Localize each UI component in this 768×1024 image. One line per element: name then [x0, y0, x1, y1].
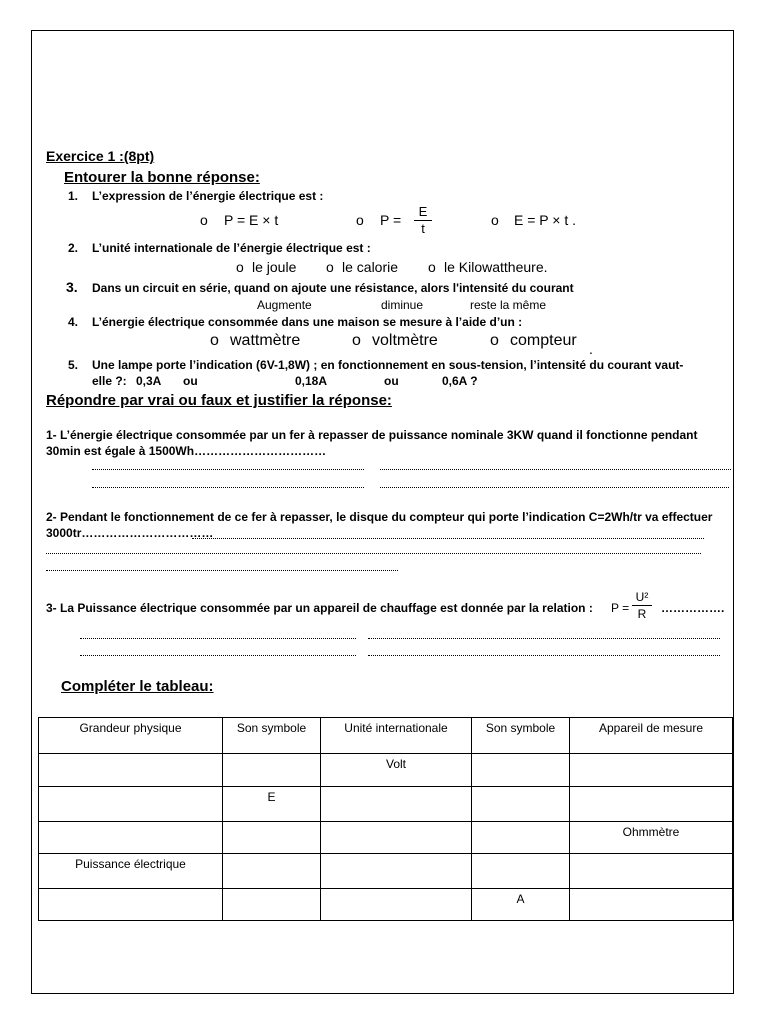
q1-bullet-3: o [491, 212, 499, 228]
table-cell[interactable] [570, 854, 733, 889]
table-row [39, 787, 733, 822]
q2-option-2[interactable]: le calorie [342, 259, 399, 275]
q4-text: L’énergie électrique consommée dans une maison se mesure à l’aide d’un : [92, 315, 523, 329]
table-cell[interactable] [39, 754, 223, 787]
exercise-title: Exercice 1 :(8pt) [46, 148, 155, 164]
answer-line[interactable] [80, 638, 356, 639]
q2-bullet-3: o [428, 259, 436, 275]
q3-number: 3. [66, 279, 78, 295]
statement-3-tail: ……………. [661, 601, 725, 615]
statement-1-line-2: 30min est égale à 1500Wh…………………………… [46, 444, 327, 458]
statement-1-line-1: 1- L’énergie électrique consommée par un fer à repasser de puissance nominale 3KW quand il fonctionne pendant [46, 428, 698, 442]
q5-option-2[interactable]: 0,18A [295, 374, 328, 388]
data-table [38, 717, 733, 921]
power-formula-fraction [632, 590, 652, 621]
q1-bullet-2: o [356, 212, 364, 228]
q2-number: 2. [68, 241, 79, 255]
table-row [39, 889, 733, 921]
table-cell[interactable]: A [472, 889, 570, 921]
table-cell[interactable] [570, 787, 733, 822]
table-cell[interactable] [321, 822, 472, 854]
q4-bullet-3: o [490, 332, 499, 349]
table-title: Compléter le tableau: [61, 678, 214, 695]
q1-fraction-denominator: t [421, 221, 425, 236]
formula-denominator: R [637, 607, 647, 621]
table-cell[interactable] [39, 787, 223, 822]
table-cell[interactable] [472, 822, 570, 854]
answer-line[interactable] [46, 570, 398, 571]
q2-bullet-1: o [236, 259, 244, 275]
formula-numerator: U² [635, 590, 649, 604]
statement-3-text: 3- La Puissance électrique consommée par un appareil de chauffage est donnée par la relation : [46, 601, 593, 615]
q1-option-3[interactable]: E = P × t . [514, 212, 577, 228]
table-row [39, 822, 733, 854]
q1-text: L’expression de l’énergie électrique est : [92, 189, 324, 203]
q1-option-2-lhs[interactable]: P = [380, 212, 402, 228]
answer-line[interactable] [380, 487, 729, 488]
table-row [39, 754, 733, 787]
table-cell[interactable]: Volt [321, 754, 472, 787]
table-cell[interactable] [321, 889, 472, 921]
table-cell[interactable] [472, 854, 570, 889]
q2-bullet-2: o [326, 259, 334, 275]
q5-option-3[interactable]: 0,6A ? [442, 374, 478, 388]
answer-line[interactable] [368, 655, 720, 656]
table-cell[interactable] [321, 854, 472, 889]
table-cell[interactable] [472, 754, 570, 787]
statement-2-line-1: 2- Pendant le fonctionnement de ce fer à repasser, le disque du compteur qui porte l’indication C=2Wh/tr va effectuer [46, 510, 713, 524]
q4-option-2[interactable]: voltmètre [372, 332, 438, 349]
q3-text: Dans un circuit en série, quand on ajoute une résistance, alors l'intensité du courant [92, 281, 574, 295]
statement-2-line-2: 3000tr…………………………… [46, 526, 214, 540]
answer-line[interactable] [380, 469, 731, 470]
q4-option-1[interactable]: wattmètre [230, 332, 301, 349]
q1-number: 1. [68, 189, 79, 203]
table-cell[interactable]: E [223, 787, 321, 822]
q3-option-2[interactable]: diminue [381, 298, 424, 312]
header-cell: Unité internationale [321, 718, 472, 754]
header-cell: Grandeur physique [39, 718, 223, 754]
table-cell[interactable] [321, 787, 472, 822]
table-cell[interactable]: Puissance électrique [39, 854, 223, 889]
q3-option-1[interactable]: Augmente [257, 298, 312, 312]
table-header-row [39, 718, 733, 754]
q5-line-2-start: elle ?: [92, 374, 127, 388]
q1-bullet-1: o [200, 212, 208, 228]
table-cell[interactable] [39, 822, 223, 854]
table-cell[interactable] [570, 889, 733, 921]
q1-fraction-numerator: E [418, 204, 428, 219]
answer-line[interactable] [80, 655, 356, 656]
table-cell[interactable]: Ohmmètre [570, 822, 733, 854]
q5-or-2: ou [384, 374, 399, 388]
exercise-instruction: Entourer la bonne réponse: [64, 169, 260, 186]
q4-bullet-1: o [210, 332, 219, 349]
answer-line[interactable] [192, 538, 704, 539]
q4-option-3[interactable]: compteur [510, 332, 577, 349]
q5-or-1: ou [183, 374, 198, 388]
q2-option-1[interactable]: le joule [252, 259, 297, 275]
q2-option-3[interactable]: le Kilowattheure. [444, 259, 548, 275]
table-cell[interactable] [223, 822, 321, 854]
q3-option-3[interactable]: reste la même [470, 298, 547, 312]
header-cell: Son symbole [223, 718, 321, 754]
q5-line-1: Une lampe porte l’indication (6V-1,8W) ; en fonctionnement en sous-tension, l’intensité du courant vaut- [92, 358, 684, 372]
q4-bullet-2: o [352, 332, 361, 349]
q2-text: L’unité internationale de l’énergie électrique est : [92, 241, 371, 255]
fraction-bar [632, 605, 652, 606]
answer-line[interactable] [368, 638, 720, 639]
table-row [39, 854, 733, 889]
answer-line[interactable] [46, 553, 701, 554]
q5-number: 5. [68, 358, 79, 372]
table-cell[interactable] [223, 754, 321, 787]
true-false-title: Répondre par vrai ou faux et justifier la réponse: [46, 392, 392, 409]
answer-line[interactable] [92, 487, 364, 488]
q4-trailing-dot: . [589, 341, 593, 357]
q1-option-2-fraction[interactable] [414, 205, 432, 236]
table-cell[interactable] [223, 889, 321, 921]
statement-3-formula-lhs: P = [611, 601, 630, 615]
table-cell[interactable] [570, 754, 733, 787]
header-cell: Son symbole [472, 718, 570, 754]
table-cell[interactable] [39, 889, 223, 921]
q5-option-1[interactable]: 0,3A [136, 374, 162, 388]
q1-option-1[interactable]: P = E × t [224, 212, 279, 228]
answer-line[interactable] [92, 469, 364, 470]
table-cell[interactable] [472, 787, 570, 822]
header-cell: Appareil de mesure [570, 718, 733, 754]
table-cell[interactable] [223, 854, 321, 889]
q4-number: 4. [68, 315, 79, 329]
